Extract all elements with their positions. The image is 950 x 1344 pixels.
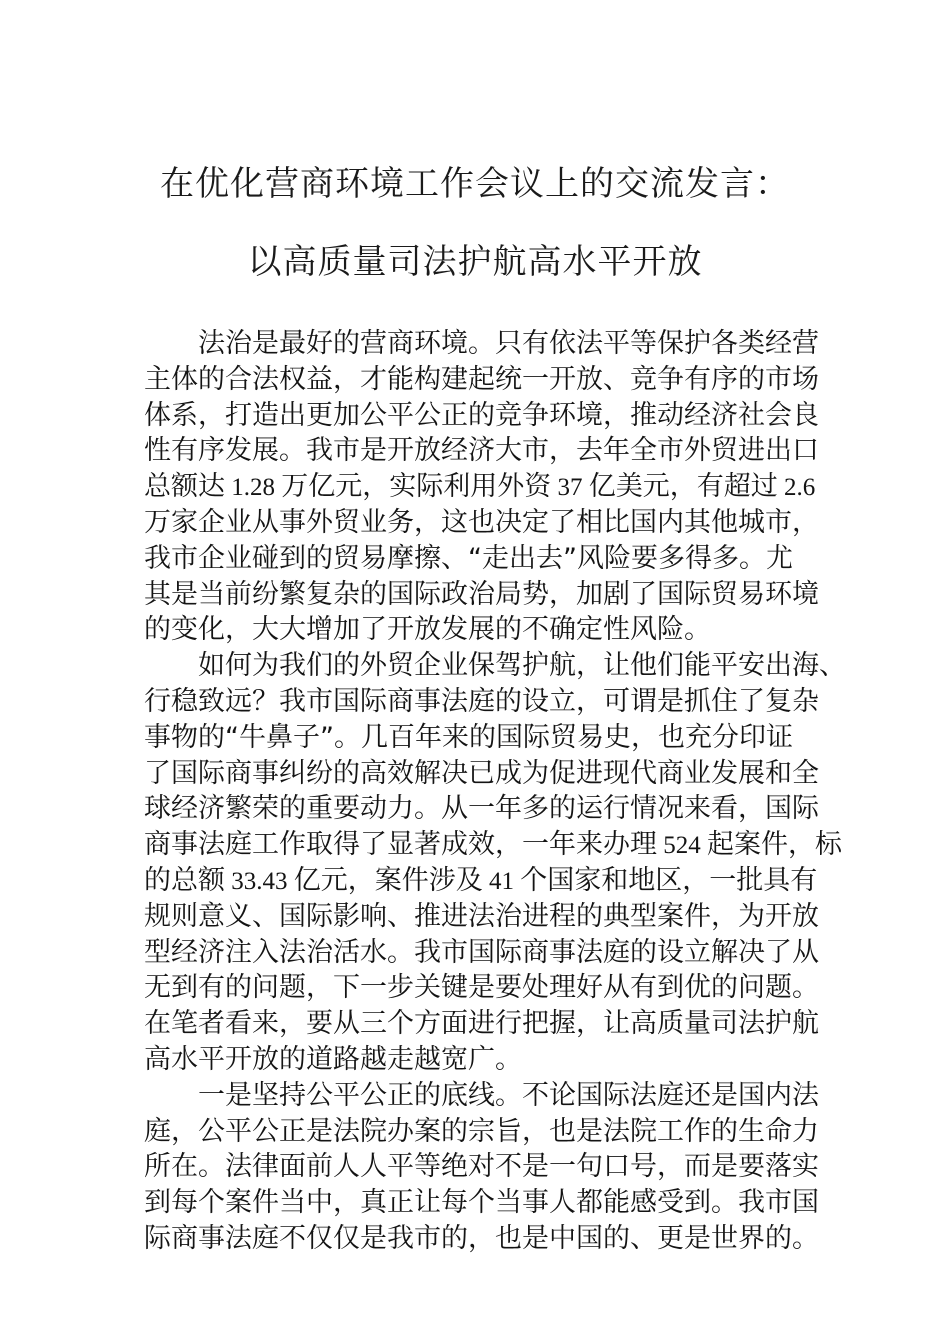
paragraph-line: 所在。法律面前人人平等绝对不是一句口号，而是要落实 [144, 1151, 819, 1183]
paragraph-line: 球经济繁荣的重要动力。从一年多的运行情况来看，国际 [144, 793, 819, 825]
paragraph-line: 主体的合法权益，才能构建起统一开放、竞争有序的市场 [144, 363, 819, 395]
paragraph-line: 庭，公平公正是法院办案的宗旨，也是法院工作的生命力 [144, 1115, 819, 1147]
paragraph-line: 的变化，大大增加了开放发展的不确定性风险。 [144, 614, 711, 646]
title-line-1: 在优化营商环境工作会议上的交流发言： [160, 164, 790, 204]
paragraph-3 [144, 1078, 819, 1257]
paragraph-line: 行稳致远？我市国际商事法庭的设立，可谓是抓住了复杂 [144, 685, 819, 717]
document-title [0, 164, 950, 282]
paragraph-line: 高水平开放的道路越走越宽广。 [144, 1043, 522, 1075]
paragraph-2 [144, 648, 846, 1078]
paragraph-line: 我市企业碰到的贸易摩擦、“走出去”风险要多得多。尤 [144, 542, 793, 574]
paragraph-line: 体系，打造出更加公平公正的竞争环境，推动经济社会良 [144, 399, 819, 431]
paragraph-line: 规则意义、国际影响、推进法治进程的典型案件，为开放 [144, 900, 819, 932]
paragraph-line: 商事法庭工作取得了显著成效，一年来办理 524 起案件，标 [144, 829, 842, 861]
paragraph-line: 法治是最好的营商环境。只有依法平等保护各类经营 [198, 328, 819, 359]
title-line-2: 以高质量司法护航高水平开放 [247, 242, 703, 282]
paragraph-line: 的总额 33.43 亿元，案件涉及 41 个国家和地区，一批具有 [144, 864, 818, 896]
paragraph-line: 总额达 1.28 万亿元，实际利用外资 37 亿美元，有超过 2.6 [144, 471, 816, 503]
paragraph-line: 事物的“牛鼻子”。几百年来的国际贸易史，也充分印证 [144, 721, 793, 753]
paragraph-line: 性有序发展。我市是开放经济大市，去年全市外贸进出口 [144, 435, 819, 467]
paragraph-line: 无到有的问题，下一步关键是要处理好从有到优的问题。 [144, 972, 819, 1004]
paragraph-1 [144, 326, 819, 648]
paragraph-line: 一是坚持公平公正的底线。不论国际法庭还是国内法 [198, 1079, 819, 1111]
paragraph-line: 如何为我们的外贸企业保驾护航，让他们能平安出海、 [198, 650, 846, 682]
document-body [144, 326, 846, 1257]
paragraph-line: 了国际商事纠纷的高效解决已成为促进现代商业发展和全 [144, 757, 819, 789]
paragraph-line: 到每个案件当中，真正让每个当事人都能感受到。我市国 [144, 1187, 819, 1219]
paragraph-line: 其是当前纷繁复杂的国际政治局势，加剧了国际贸易环境 [144, 578, 819, 610]
paragraph-line: 在笔者看来，要从三个方面进行把握，让高质量司法护航 [144, 1008, 819, 1040]
paragraph-line: 际商事法庭不仅仅是我市的，也是中国的、更是世界的。 [144, 1222, 819, 1254]
paragraph-line: 型经济注入法治活水。我市国际商事法庭的设立解决了从 [144, 936, 819, 968]
paragraph-line: 万家企业从事外贸业务，这也决定了相比国内其他城市， [144, 506, 819, 538]
